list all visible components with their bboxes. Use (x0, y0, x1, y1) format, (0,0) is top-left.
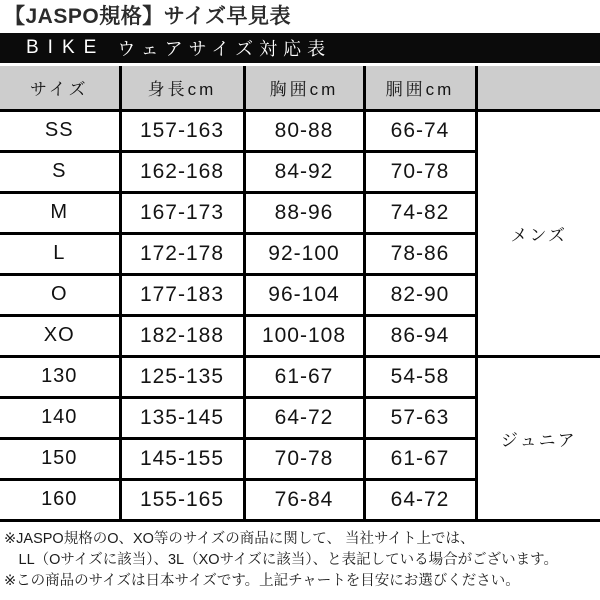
size-cell: S (0, 151, 120, 192)
size-cell: 150 (0, 438, 120, 479)
waist-cell: 70-78 (364, 151, 476, 192)
waist-cell: 57-63 (364, 397, 476, 438)
height-cell: 125-135 (120, 356, 244, 397)
size-cell: 160 (0, 479, 120, 520)
table-row (0, 110, 600, 151)
chest-cell: 84-92 (244, 151, 364, 192)
footnote: LL（Oサイズに該当）、3L（XOサイズに該当）、と表記している場合がございます。 (4, 551, 559, 568)
category-cell-mens: メンズ (476, 110, 600, 356)
chest-cell: 61-67 (244, 356, 364, 397)
chest-cell: 88-96 (244, 192, 364, 233)
height-cell: 155-165 (120, 479, 244, 520)
chest-cell: 70-78 (244, 438, 364, 479)
height-cell: 135-145 (120, 397, 244, 438)
size-cell: SS (0, 110, 120, 151)
waist-cell: 54-58 (364, 356, 476, 397)
height-cell: 177-183 (120, 274, 244, 315)
size-cell: 140 (0, 397, 120, 438)
col-header-category (476, 66, 600, 110)
table-row (0, 356, 600, 397)
height-cell: 167-173 (120, 192, 244, 233)
brand-name: BIKE (26, 37, 106, 58)
chest-cell: 92-100 (244, 233, 364, 274)
size-cell: XO (0, 315, 120, 356)
size-cell: M (0, 192, 120, 233)
waist-cell: 86-94 (364, 315, 476, 356)
col-header-height: 身長cm (120, 66, 244, 110)
table-header-row (0, 66, 600, 110)
waist-cell: 78-86 (364, 233, 476, 274)
size-cell: 130 (0, 356, 120, 397)
col-header-size: サイズ (0, 66, 120, 110)
banner-label: ウェアサイズ対応表 (117, 39, 332, 59)
height-cell: 182-188 (120, 315, 244, 356)
category-cell-junior: ジュニア (476, 356, 600, 520)
chest-cell: 76-84 (244, 479, 364, 520)
size-chart-table (0, 66, 600, 522)
height-cell: 157-163 (120, 110, 244, 151)
chest-cell: 100-108 (244, 315, 364, 356)
waist-cell: 82-90 (364, 274, 476, 315)
size-cell: O (0, 274, 120, 315)
size-cell: L (0, 233, 120, 274)
height-cell: 145-155 (120, 438, 244, 479)
chest-cell: 96-104 (244, 274, 364, 315)
footnote: ※この商品のサイズは日本サイズです。上記チャートを目安にお選びください。 (4, 572, 520, 589)
brand-banner (0, 33, 600, 63)
footnotes (0, 529, 600, 592)
col-header-chest: 胸囲cm (244, 66, 364, 110)
waist-cell: 61-67 (364, 438, 476, 479)
chest-cell: 64-72 (244, 397, 364, 438)
page-title: 【JASPO規格】サイズ早見表 (4, 5, 292, 28)
height-cell: 162-168 (120, 151, 244, 192)
height-cell: 172-178 (120, 233, 244, 274)
footnote: ※JASPO規格のO、XO等のサイズの商品に関して、 当社サイト上では、 (4, 530, 475, 547)
waist-cell: 74-82 (364, 192, 476, 233)
waist-cell: 64-72 (364, 479, 476, 520)
waist-cell: 66-74 (364, 110, 476, 151)
col-header-waist: 胴囲cm (364, 66, 476, 110)
chest-cell: 80-88 (244, 110, 364, 151)
